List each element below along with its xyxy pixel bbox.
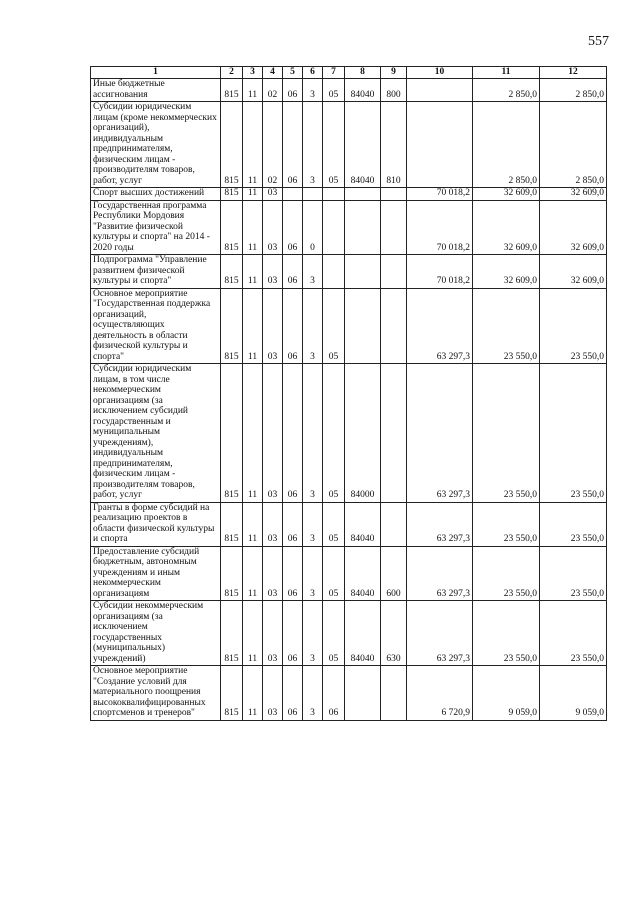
table-row: [91, 288, 607, 364]
row-name-cell: Подпрограмма "Управление развитием физической культуры и спорта": [91, 255, 221, 289]
direction-cell: 84040: [345, 601, 381, 666]
activity-cell: 05: [323, 102, 345, 188]
subprogram-cell: 3: [303, 601, 323, 666]
program-cell: 06: [283, 364, 303, 503]
activity-cell: 06: [323, 666, 345, 721]
header-cell: 10: [407, 67, 473, 79]
activity-cell: 05: [323, 546, 345, 601]
table-row: [91, 364, 607, 503]
amount-col12-cell: 9 059,0: [540, 666, 607, 721]
header-cell: 3: [243, 67, 263, 79]
header-cell: 6: [303, 67, 323, 79]
publisher-code-cell: 815: [221, 188, 243, 201]
amount-col12-cell: 23 550,0: [540, 502, 607, 546]
activity-cell: 05: [323, 364, 345, 503]
table-row: [91, 502, 607, 546]
row-name-cell: Субсидии юридическим лицам (кроме некоммерческих организаций), индивидуальным предпринимателям, физическим лицам - производителям товаров, работ, услуг: [91, 102, 221, 188]
section-cell: 11: [243, 601, 263, 666]
expense-type-cell: 800: [381, 79, 407, 102]
amount-col11-cell: 2 850,0: [473, 102, 540, 188]
subsection-cell: 03: [263, 364, 283, 503]
subprogram-cell: [303, 188, 323, 201]
program-cell: 06: [283, 666, 303, 721]
direction-cell: [345, 288, 381, 364]
publisher-code-cell: 815: [221, 102, 243, 188]
amount-col11-cell: 23 550,0: [473, 364, 540, 503]
program-cell: 06: [283, 502, 303, 546]
direction-cell: 84040: [345, 502, 381, 546]
direction-cell: [345, 666, 381, 721]
amount-col12-cell: 23 550,0: [540, 546, 607, 601]
amount-col12-cell: 23 550,0: [540, 364, 607, 503]
expense-type-cell: [381, 188, 407, 201]
direction-cell: [345, 200, 381, 255]
amount-col12-cell: 2 850,0: [540, 79, 607, 102]
header-cell: 9: [381, 67, 407, 79]
amount-col10-cell: 6 720,9: [407, 666, 473, 721]
program-cell: 06: [283, 601, 303, 666]
activity-cell: 05: [323, 288, 345, 364]
amount-col11-cell: 2 850,0: [473, 79, 540, 102]
table-row: [91, 546, 607, 601]
table-row: [91, 666, 607, 721]
row-name-cell: Основное мероприятие "Государственная поддержка организаций, осуществляющих деятельность в области физической культуры и спорта": [91, 288, 221, 364]
section-cell: 11: [243, 502, 263, 546]
program-cell: 06: [283, 546, 303, 601]
subsection-cell: 03: [263, 188, 283, 201]
direction-cell: 84000: [345, 364, 381, 503]
page-number: 557: [588, 34, 609, 49]
publisher-code-cell: 815: [221, 546, 243, 601]
activity-cell: [323, 200, 345, 255]
section-cell: 11: [243, 255, 263, 289]
subsection-cell: 03: [263, 502, 283, 546]
amount-col11-cell: 32 609,0: [473, 188, 540, 201]
section-cell: 11: [243, 79, 263, 102]
header-cell: 2: [221, 67, 243, 79]
row-name-cell: Основное мероприятие "Создание условий для материального поощрения высококвалифицированных спортсменов и тренеров": [91, 666, 221, 721]
activity-cell: [323, 188, 345, 201]
section-cell: 11: [243, 364, 263, 503]
subprogram-cell: 3: [303, 546, 323, 601]
subprogram-cell: 3: [303, 666, 323, 721]
activity-cell: 05: [323, 601, 345, 666]
expense-type-cell: [381, 200, 407, 255]
program-cell: 06: [283, 200, 303, 255]
amount-col11-cell: 32 609,0: [473, 200, 540, 255]
header-cell: 12: [540, 67, 607, 79]
amount-col12-cell: 32 609,0: [540, 188, 607, 201]
subsection-cell: 03: [263, 255, 283, 289]
amount-col10-cell: [407, 102, 473, 188]
amount-col11-cell: 23 550,0: [473, 502, 540, 546]
row-name-cell: Государственная программа Республики Мордовия "Развитие физической культуры и спорта" на 2014 - 2020 годы: [91, 200, 221, 255]
activity-cell: 05: [323, 79, 345, 102]
direction-cell: 84040: [345, 79, 381, 102]
program-cell: 06: [283, 102, 303, 188]
subsection-cell: 03: [263, 200, 283, 255]
publisher-code-cell: 815: [221, 601, 243, 666]
amount-col12-cell: 2 850,0: [540, 102, 607, 188]
expense-type-cell: [381, 364, 407, 503]
expense-type-cell: 600: [381, 546, 407, 601]
program-cell: 06: [283, 79, 303, 102]
table-row: [91, 102, 607, 188]
direction-cell: 84040: [345, 546, 381, 601]
row-name-cell: Субсидии юридическим лицам, в том числе некоммерческим организациям (за исключением субсидий государственным и муниципальным учреждениям), индивидуальным предпринимателям, физическим лицам - производителям товаров, работ, услуг: [91, 364, 221, 503]
subprogram-cell: 0: [303, 200, 323, 255]
section-cell: 11: [243, 546, 263, 601]
amount-col11-cell: 23 550,0: [473, 546, 540, 601]
amount-col10-cell: 70 018,2: [407, 200, 473, 255]
header-cell: 11: [473, 67, 540, 79]
expense-type-cell: [381, 288, 407, 364]
budget-table: [90, 66, 607, 721]
activity-cell: 05: [323, 502, 345, 546]
subsection-cell: 03: [263, 288, 283, 364]
amount-col10-cell: 70 018,2: [407, 255, 473, 289]
amount-col11-cell: 32 609,0: [473, 255, 540, 289]
publisher-code-cell: 815: [221, 364, 243, 503]
direction-cell: [345, 188, 381, 201]
amount-col10-cell: 63 297,3: [407, 364, 473, 503]
header-cell: 5: [283, 67, 303, 79]
direction-cell: 84040: [345, 102, 381, 188]
publisher-code-cell: 815: [221, 255, 243, 289]
subprogram-cell: 3: [303, 255, 323, 289]
header-cell: 1: [91, 67, 221, 79]
subsection-cell: 03: [263, 666, 283, 721]
table-row: [91, 601, 607, 666]
amount-col10-cell: [407, 79, 473, 102]
program-cell: 06: [283, 288, 303, 364]
subprogram-cell: 3: [303, 502, 323, 546]
header-cell: 8: [345, 67, 381, 79]
section-cell: 11: [243, 666, 263, 721]
expense-type-cell: 630: [381, 601, 407, 666]
publisher-code-cell: 815: [221, 666, 243, 721]
header-cell: 7: [323, 67, 345, 79]
expense-type-cell: 810: [381, 102, 407, 188]
row-name-cell: Спорт высших достижений: [91, 188, 221, 201]
expense-type-cell: [381, 502, 407, 546]
subprogram-cell: 3: [303, 364, 323, 503]
publisher-code-cell: 815: [221, 200, 243, 255]
subsection-cell: 02: [263, 79, 283, 102]
expense-type-cell: [381, 666, 407, 721]
row-name-cell: Гранты в форме субсидий на реализацию проектов в области физической культуры и спорта: [91, 502, 221, 546]
row-name-cell: Иные бюджетные ассигнования: [91, 79, 221, 102]
program-cell: [283, 188, 303, 201]
expense-type-cell: [381, 255, 407, 289]
amount-col10-cell: 63 297,3: [407, 601, 473, 666]
amount-col12-cell: 32 609,0: [540, 255, 607, 289]
amount-col11-cell: 23 550,0: [473, 288, 540, 364]
amount-col11-cell: 9 059,0: [473, 666, 540, 721]
row-name-cell: Субсидии некоммерческим организациям (за исключением государственных (муниципальных) учреждений): [91, 601, 221, 666]
subsection-cell: 03: [263, 601, 283, 666]
row-name-cell: Предоставление субсидий бюджетным, автономным учреждениям и иным некоммерческим организациям: [91, 546, 221, 601]
publisher-code-cell: 815: [221, 502, 243, 546]
section-cell: 11: [243, 188, 263, 201]
subsection-cell: 02: [263, 102, 283, 188]
section-cell: 11: [243, 288, 263, 364]
amount-col11-cell: 23 550,0: [473, 601, 540, 666]
subsection-cell: 03: [263, 546, 283, 601]
program-cell: 06: [283, 255, 303, 289]
table-row: [91, 200, 607, 255]
amount-col10-cell: 70 018,2: [407, 188, 473, 201]
amount-col10-cell: 63 297,3: [407, 502, 473, 546]
amount-col12-cell: 23 550,0: [540, 601, 607, 666]
subprogram-cell: 3: [303, 102, 323, 188]
table-header-row: [91, 67, 607, 79]
amount-col10-cell: 63 297,3: [407, 546, 473, 601]
table-row: [91, 188, 607, 201]
amount-col10-cell: 63 297,3: [407, 288, 473, 364]
header-cell: 4: [263, 67, 283, 79]
amount-col12-cell: 32 609,0: [540, 200, 607, 255]
section-cell: 11: [243, 200, 263, 255]
activity-cell: [323, 255, 345, 289]
table-row: [91, 79, 607, 102]
publisher-code-cell: 815: [221, 79, 243, 102]
section-cell: 11: [243, 102, 263, 188]
amount-col12-cell: 23 550,0: [540, 288, 607, 364]
subprogram-cell: 3: [303, 79, 323, 102]
subprogram-cell: 3: [303, 288, 323, 364]
direction-cell: [345, 255, 381, 289]
publisher-code-cell: 815: [221, 288, 243, 364]
table-row: [91, 255, 607, 289]
